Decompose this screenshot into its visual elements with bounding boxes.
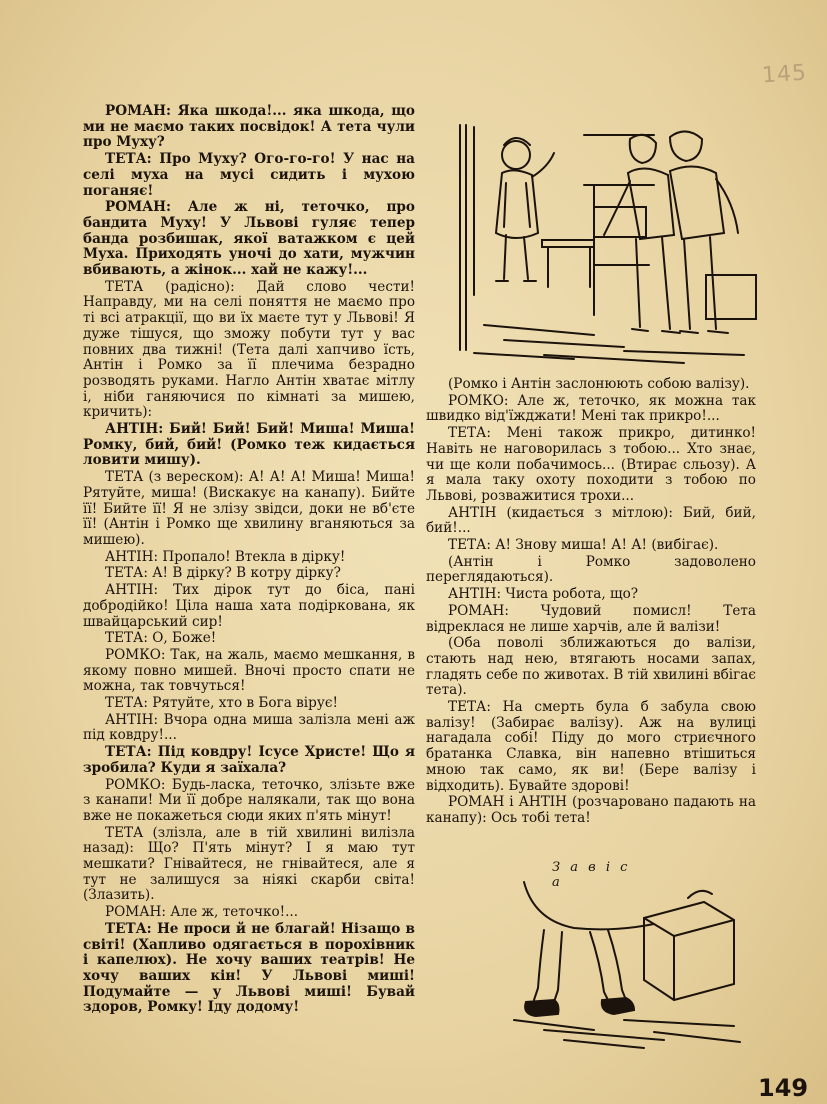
dialogue-line: РОМАН: Але ж ні, теточко, про бандита Муху! У Львові гуляє тепер банда розбишак, якої ватажком є цей Муха. Приходять уночі до хати, мужчин вбивають, а жінок... хай не кажу!... <box>83 199 415 279</box>
dialogue-line: ТЕТА: О, Боже! <box>105 630 217 647</box>
dialogue-line: АНТІН: Бий! Бий! Бий! Миша! Миша! Ромку, бий, бий! (Ромко теж кидається ловити мишу). <box>83 421 415 469</box>
dialogue-line: ТЕТА: А! В дірку? В котру дірку? <box>105 565 341 582</box>
dialogue-line: (Ромко і Антін заслонюють собою валізу). <box>448 377 750 392</box>
illustration-aunt-and-boys <box>444 115 762 365</box>
dialogue-line: РОМАН: Чудовий помисл! Тета відреклася не лише харчів, але й валізи! <box>426 602 756 635</box>
page-number: 149 <box>758 1074 809 1102</box>
illustration-suitcase-legs <box>504 880 744 1050</box>
dialogue-line: ТЕТА: Про Муху? Ого-го-го! У нас на селі муха на мусі сидить і мухою поганяє! <box>83 151 415 199</box>
dialogue-line: ТЕТА: Мені також прикро, дитинко! Навіть не наговорилась з тобою... Хто знає, чи ще коли побачимось... (Втирає сльозу). А я мала таку охоту походити з тобою по Львові, розважитися трохи... <box>426 425 756 504</box>
dialogue-line: РОМКО: Будь-ласка, теточко, злізьте вже з канапи! Ми її добре налякали, так що вона вже не покажеться сюди яких п'ять мінут! <box>83 776 415 824</box>
dialogue-line: ТЕТА: На смерть була б забула свою валізу! (Забирає валізу). Аж на вулиці нагадала собі! Піду до мого стриєчного братанка Славка, він напевно втішиться мною так само, як ви! (Бере валізу і відходить). Бувайте здорові! <box>426 699 756 794</box>
dialogue-line: РОМАН і АНТІН (розчаровано падають на канапу): Ось тобі тета! <box>426 794 756 826</box>
dialogue-line: АНТІН: Чиста робота, що? <box>448 586 639 603</box>
dialogue-line: ТЕТА: А! Знову миша! А! А! (вибігає). <box>448 537 719 554</box>
dialogue-line: (Антін і Ромко задоволено переглядаються). <box>426 553 756 586</box>
dialogue-line: ТЕТА (злізла, але в тій хвилині вилізла назад): Що? П'ять мінут? І я маю тут мешкати? Гнівайтеся, не гнівайтеся, але я тут не залишуся за ніякі скарби світа! (Злазить). <box>83 824 415 904</box>
dialogue-line: ТЕТА (з вереском): А! А! А! Миша! Миша! Рятуйте, миша! (Вискакує на канапу). Бийте її! Бийте її! Я не злізу звідси, доки не вб'єте її! (Антін і Ромко ще хвилину вганяються за мишею). <box>83 469 415 548</box>
dialogue-line: (Оба поволі зближаються до валізи, стають над нею, втягають носами запах, гладять себе по животах. В тій хвилині вбігає тета). <box>426 635 756 699</box>
dialogue-line: ТЕТА (радісно): Дай слово чести! Направду, ми на селі поняття не маємо про ті всі атракції, що ви їх маєте тут у Львові! Я дуже тішуся, що зможу побути тут у вас повних два тижні! (Тета далі хапчиво їсть, Антін і Ромко за її плечима безрадно розводять руками. Нагло Антін хватає мітлу і, ніби ганяючися по кімнаті за мишею, кричить): <box>83 278 415 421</box>
handwritten-page-number: 145 <box>761 60 808 89</box>
dialogue-line: РОМАН: Яка шкода!... яка шкода, що ми не маємо таких посвідок! А тета чули про Муху? <box>83 104 415 151</box>
curtain-label: З а в і с а <box>552 860 631 890</box>
dialogue-line: АНТІН: Вчора одна миша залізла мені аж під ковдру!... <box>83 711 415 744</box>
dialogue-line: ТЕТА: Не проси й не благай! Нізащо в світі! (Хапливо одягається в порохівник і капелюх). Не хочу ваших театрів! Не хочу ваших кін! У Львові миші! Подумайте — у Львові миші! Бувай здоров, Ромку! Іду додому! <box>83 920 415 1016</box>
dialogue-line: АНТІН: Тих дірок тут до біса, пані добродійко! Ціла наша хата подіркована, як швайцарський сир! <box>83 582 415 630</box>
dialogue-line: РОМАН: Але ж, теточко!... <box>105 904 299 921</box>
dialogue-line: ТЕТА: Під ковдру! Ісусе Христе! Що я зробила? Куди я заїхала? <box>83 744 415 776</box>
dialogue-line: АНТІН: Пропало! Втекла в дірку! <box>105 548 346 565</box>
left-text-column <box>83 104 415 1064</box>
dialogue-line: АНТІН (кидається з мітлою): Бий, бий, бий!... <box>426 504 756 537</box>
right-text-column <box>426 377 756 877</box>
dialogue-line: РОМКО: Так, на жаль, маємо мешкання, в якому повно мишей. Вночі просто спати не можна, так товчуться! <box>83 646 415 695</box>
dialogue-line: РОМКО: Але ж, теточко, як можна так швидко від'їжджати! Мені так прикро!... <box>426 392 756 425</box>
dialogue-line: ТЕТА: Рятуйте, хто в Бога вірує! <box>105 695 338 712</box>
